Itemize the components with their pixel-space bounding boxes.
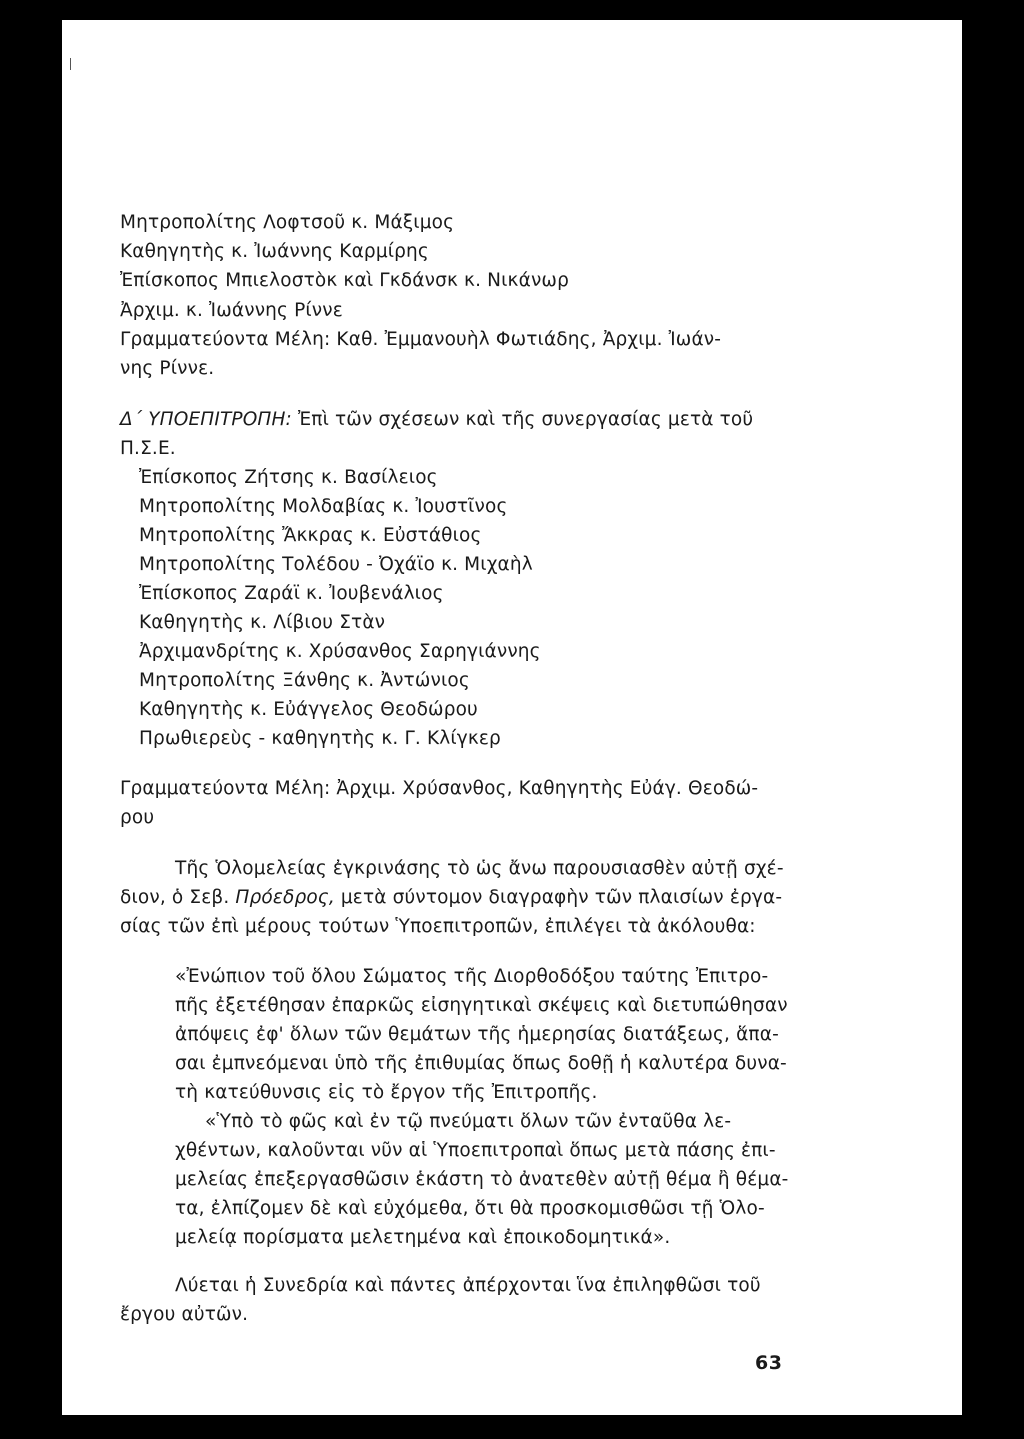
secretaries-line-cont: νης Ρίννε. bbox=[120, 358, 215, 379]
member-line: Καθηγητὴς κ. Λίβιου Στὰν bbox=[139, 612, 386, 633]
member-line: Μητροπολίτης Τολέδου - Ὀχάϊο κ. Μιχαὴλ bbox=[139, 554, 533, 575]
member-line: Πρωθιερεὺς - καθηγητὴς κ. Γ. Κλίγκερ bbox=[139, 728, 501, 749]
member-line: Ἐπίσκοπος Μπιελοστὸκ καὶ Γκδάνσκ κ. Νικάνωρ bbox=[120, 270, 569, 291]
member-line: Ἐπίσκοπος Ζαράϊ κ. Ἰουβενάλιος bbox=[139, 583, 444, 604]
quote-line: χθέντων, καλοῦνται νῦν αἱ Ὑποεπιτροπαὶ ὅπως μετὰ πάσης ἐπι- bbox=[175, 1140, 776, 1161]
secretaries-line: Γραμματεύοντα Μέλη: Καθ. Ἐμμανουὴλ Φωτιάδης, Ἀρχιμ. Ἰωάν- bbox=[120, 329, 722, 350]
member-line: Μητροπολίτης Ἄκκρας κ. Εὐστάθιος bbox=[139, 525, 482, 546]
member-line: Καθηγητὴς κ. Εὐάγγελος Θεοδώρου bbox=[139, 699, 478, 720]
subcommittee-heading bbox=[120, 407, 753, 433]
paragraph-line: σίας τῶν ἐπὶ μέρους τούτων Ὑποεπιτροπῶν, ἐπιλέγει τὰ ἀκόλουθα: bbox=[120, 916, 756, 937]
quote-line: σαι ἐμπνεόμεναι ὑπὸ τῆς ἐπιθυμίας ὅπως δοθῇ ἡ καλυτέρα δυνα- bbox=[175, 1053, 787, 1074]
quote-line: τὴ κατεύθυνσις εἰς τὸ ἔργον τῆς Ἐπιτροπῆς. bbox=[175, 1082, 598, 1103]
quote-line: «Ὑπὸ τὸ φῶς καὶ ἐν τῷ πνεύματι ὅλων τῶν ἐνταῦθα λε- bbox=[205, 1111, 732, 1132]
secretaries-line: Γραμματεύοντα Μέλη: Ἀρχιμ. Χρύσανθος, Καθηγητὴς Εὐάγ. Θεοδώ- bbox=[120, 778, 759, 799]
member-line: Μητροπολίτης Λοφτσοῦ κ. Μάξιμος bbox=[120, 212, 455, 233]
page-number: 63 bbox=[755, 1352, 783, 1374]
subcommittee-heading-label: Δ΄ ΥΠΟΕΠΙΤΡΟΠΗ: bbox=[120, 409, 292, 430]
subcommittee-heading-cont: Π.Σ.Ε. bbox=[120, 438, 176, 459]
quote-line: πῆς ἐξετέθησαν ἐπαρκῶς εἰσηγητικαὶ σκέψεις καὶ διετυπώθησαν bbox=[175, 995, 788, 1016]
paragraph-text: διον, ὁ Σεβ. bbox=[120, 887, 236, 908]
president-title: Πρόεδρος, bbox=[235, 887, 335, 908]
paragraph-line bbox=[120, 885, 782, 911]
quote-line: μελείᾳ πορίσματα μελετημένα καὶ ἐποικοδομητικά». bbox=[175, 1227, 671, 1248]
document-page bbox=[62, 20, 962, 1415]
closing-line: Λύεται ἡ Συνεδρία καὶ πάντες ἀπέρχονται ἵνα ἐπιληφθῶσι τοῦ bbox=[175, 1275, 761, 1296]
secretaries-line-cont: ρου bbox=[120, 807, 155, 828]
quote-line: μελείας ἐπεξεργασθῶσιν ἑκάστη τὸ ἀνατεθὲν αὐτῇ θέμα ἢ θέμα- bbox=[175, 1169, 789, 1190]
member-line: Ἐπίσκοπος Ζήτσης κ. Βασίλειος bbox=[139, 467, 438, 488]
quote-line: ἀπόψεις ἐφ' ὅλων τῶν θεμάτων τῆς ἡμερησίας διατάξεως, ἅπα- bbox=[175, 1024, 779, 1045]
member-line: Ἀρχιμ. κ. Ἰωάννης Ρίννε bbox=[120, 300, 343, 321]
member-line: Μητροπολίτης Ξάνθης κ. Ἀντώνιος bbox=[139, 670, 470, 691]
paragraph-text: μετὰ σύντομον διαγραφὴν τῶν πλαισίων ἐργα- bbox=[334, 887, 783, 908]
subcommittee-heading-text: Ἐπὶ τῶν σχέσεων καὶ τῆς συνεργασίας μετὰ τοῦ bbox=[291, 409, 754, 430]
closing-line: ἔργου αὐτῶν. bbox=[120, 1304, 249, 1325]
quote-line: τα, ἐλπίζομεν δὲ καὶ εὐχόμεθα, ὅτι θὰ προσκομισθῶσι τῇ Ὁλο- bbox=[175, 1198, 765, 1219]
member-line: Ἀρχιμανδρίτης κ. Χρύσανθος Σαρηγιάννης bbox=[139, 641, 541, 662]
member-line: Μητροπολίτης Μολδαβίας κ. Ἰουστῖνος bbox=[139, 496, 508, 517]
member-line: Καθηγητὴς κ. Ἰωάννης Καρμίρης bbox=[120, 241, 429, 262]
margin-mark bbox=[70, 58, 71, 70]
paragraph-line: Τῆς Ὁλομελείας ἐγκρινάσης τὸ ὡς ἄνω παρουσιασθὲν αὐτῇ σχέ- bbox=[175, 858, 784, 879]
quote-line: «Ἐνώπιον τοῦ ὅλου Σώματος τῆς Διορθοδόξου ταύτης Ἐπιτρο- bbox=[175, 966, 769, 987]
